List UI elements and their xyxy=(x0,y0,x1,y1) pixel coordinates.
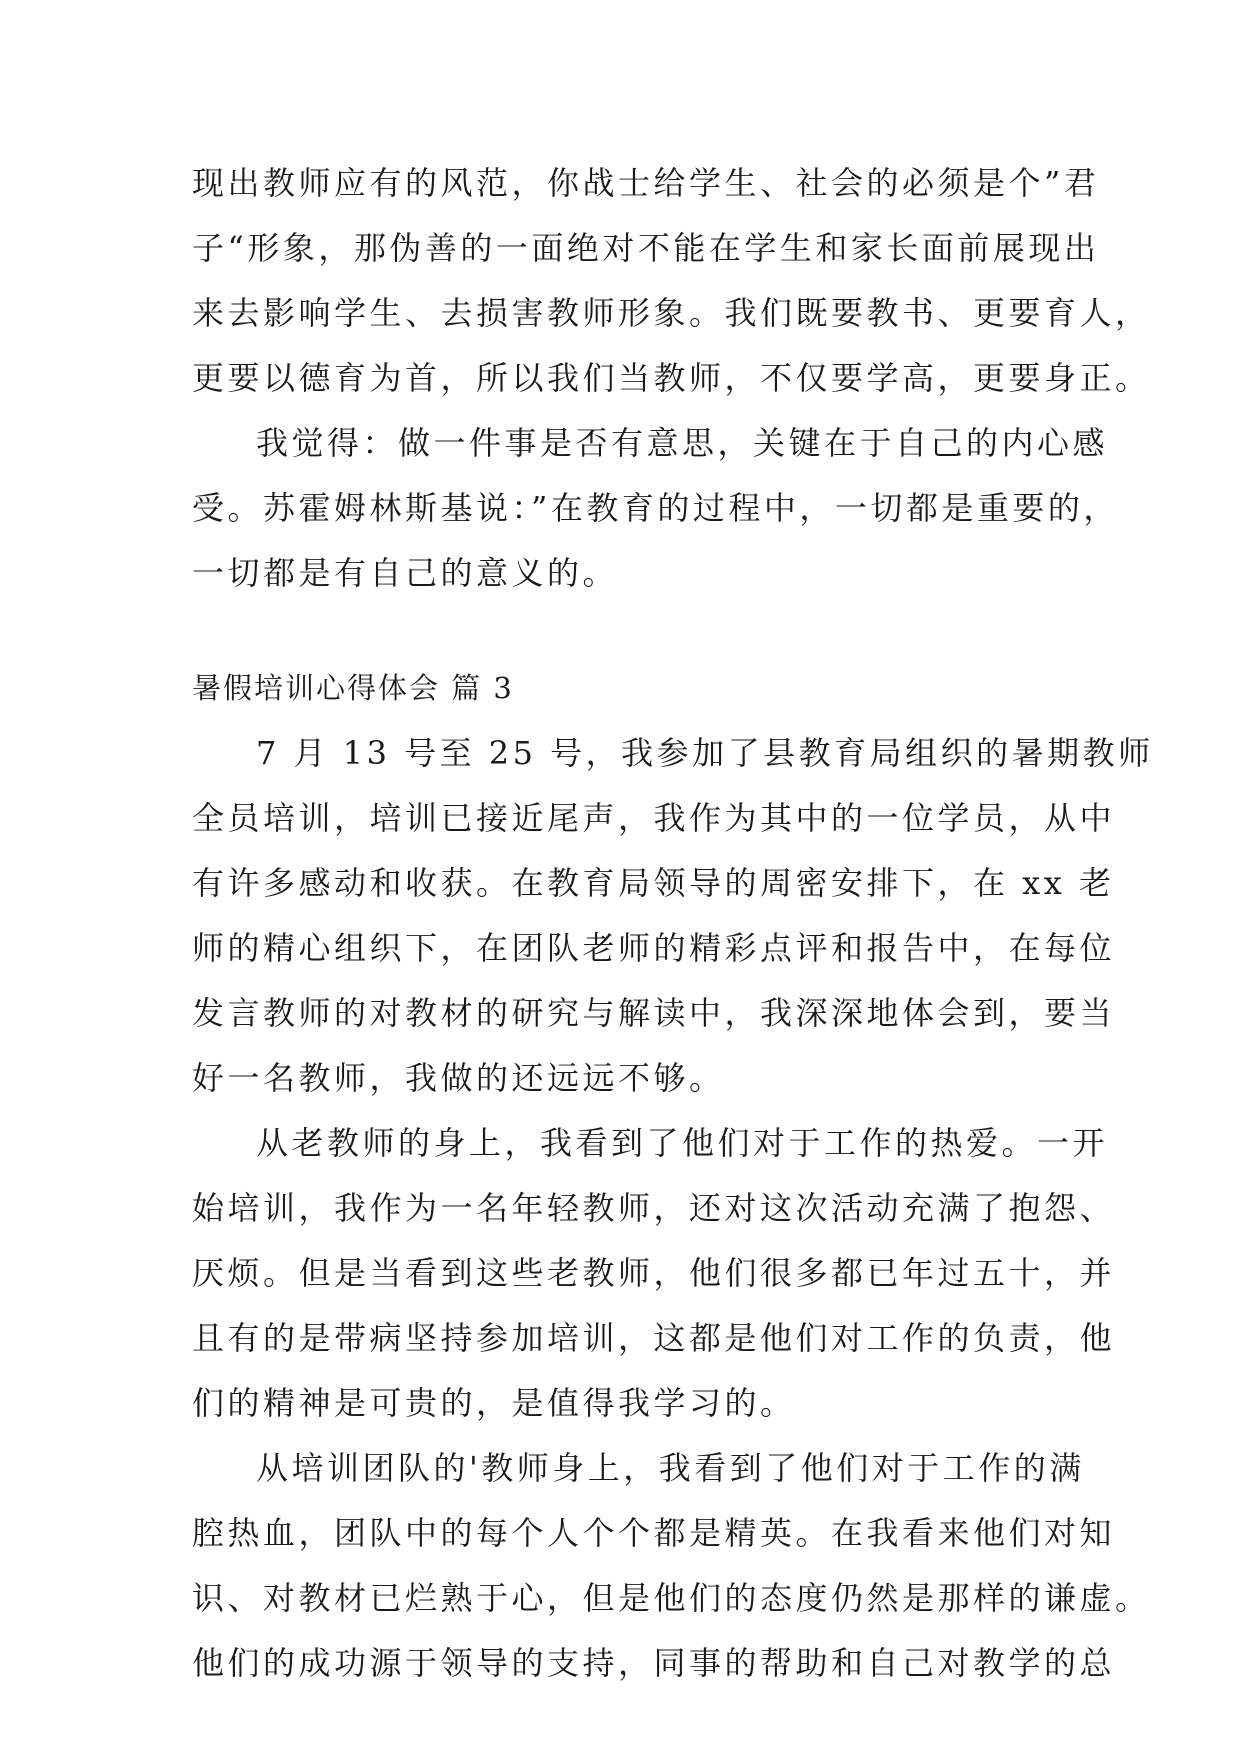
paragraph-line: 现出教师应有的风范，你战士给学生、社会的必须是个”君 xyxy=(192,164,1100,202)
paragraph-line: 有许多感动和收获。在教育局领导的周密安排下，在 xx 老 xyxy=(192,864,1115,902)
paragraph-line: 们的精神是可贵的，是值得我学习的。 xyxy=(192,1384,796,1422)
paragraph-line: 厌烦。但是当看到这些老教师，他们很多都已年过五十，并 xyxy=(192,1254,1116,1292)
paragraph-line: 来去影响学生、去损害教师形象。我们既要教书、更要育人， xyxy=(192,294,1151,332)
paragraph-line: 从老教师的身上，我看到了他们对于工作的热爱。一开 xyxy=(256,1124,1109,1162)
section-heading: 暑假培训心得体会 篇 3 xyxy=(192,671,514,705)
paragraph-line: 从培训团队的'教师身上，我看到了他们对于工作的满 xyxy=(256,1449,1085,1487)
paragraph-line: 且有的是带病坚持参加培训，这都是他们对工作的负责，他 xyxy=(192,1319,1116,1357)
paragraph-line: 他们的成功源于领导的支持，同事的帮助和自己对教学的总 xyxy=(192,1644,1116,1682)
paragraph-line: 好一名教师，我做的还远远不够。 xyxy=(192,1059,725,1097)
paragraph-line: 我觉得：做一件事是否有意思，关键在于自己的内心感 xyxy=(256,424,1109,462)
paragraph-line: 7 月 13 号至 25 号，我参加了县教育局组织的暑期教师 xyxy=(256,734,1154,772)
paragraph-line: 子“形象，那伪善的一面绝对不能在学生和家长面前展现出 xyxy=(192,229,1100,267)
paragraph-line: 更要以德育为首，所以我们当教师，不仅要学高，更要身正。 xyxy=(192,359,1151,397)
paragraph-line: 师的精心组织下，在团队老师的精彩点评和报告中，在每位 xyxy=(192,929,1116,967)
paragraph-line: 发言教师的对教材的研究与解读中，我深深地体会到，要当 xyxy=(192,994,1116,1032)
paragraph-line: 一切都是有自己的意义的。 xyxy=(192,554,619,592)
paragraph-line: 全员培训，培训已接近尾声，我作为其中的一位学员，从中 xyxy=(192,799,1116,837)
paragraph-line: 腔热血，团队中的每个人个个都是精英。在我看来他们对知 xyxy=(192,1514,1116,1552)
paragraph-line: 识、对教材已烂熟于心，但是他们的态度仍然是那样的谦虚。 xyxy=(192,1579,1151,1617)
paragraph-line: 受。苏霍姆林斯基说：”在教育的过程中，一切都是重要的， xyxy=(192,489,1119,527)
paragraph-line: 始培训，我作为一名年轻教师，还对这次活动充满了抱怨、 xyxy=(192,1189,1116,1227)
